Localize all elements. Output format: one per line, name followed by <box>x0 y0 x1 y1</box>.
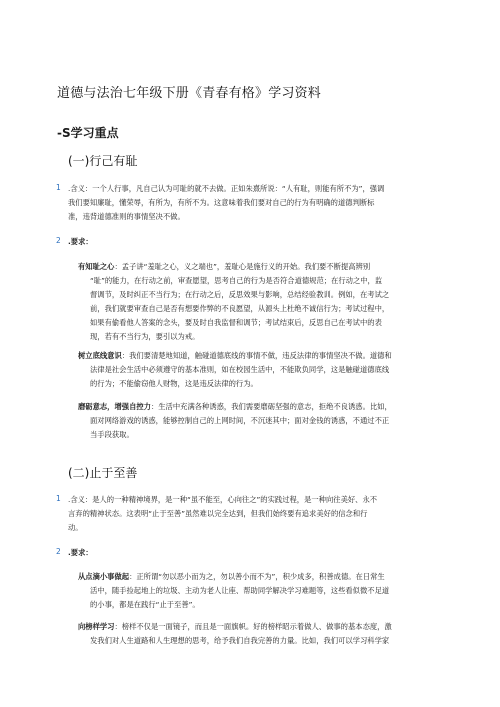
text-line: 当手段获取。 <box>90 430 134 439</box>
section-heading: -S学习重点 <box>57 126 119 140</box>
text-line: 现，若有不当行为，要引以为戒。 <box>90 332 200 341</box>
text-line: “耻”的能力，在行动之前，审查愿望，思考自己的行为是否符合道德规范；在行动之中，监 <box>90 276 383 285</box>
part2-item2-number: 2 <box>56 547 61 556</box>
text-line: 法律是社会生活中必须遵守的基本准则，如在校园生活中，不能欺负同学，这是触碰道德底线 <box>90 365 390 374</box>
text-line: ：榜样不仅是一面镜子，而且是一面旗帜。好的榜样昭示着做人、做事的基本态度，激 <box>114 622 392 631</box>
part2-req2 <box>78 620 458 648</box>
part2-req1 <box>78 570 458 612</box>
text-line: 动。 <box>68 523 83 532</box>
text-line: 准，违背道德准则的事情坚决不做。 <box>68 212 185 221</box>
text-line: 的行为；不能偷窃他人财物，这是违反法律的行为。 <box>90 379 258 388</box>
text-line: 言弃的精神状态。这表明“止于至善”虽然难以完全达到，但我们始终要有追求美好的信念和行 <box>68 509 368 518</box>
part2-item1-text <box>68 493 448 535</box>
text-line: ：孟子讲“羞耻之心，义之端也”，羞耻心是施行义的开始。我们要不断提高辨别 <box>114 262 371 271</box>
text-line: 发我们对人生道路和人生理想的思考，给予我们自我完善的力量。比如，我们可以学习科学家 <box>90 636 390 645</box>
text-line: 如果有偷看他人答案的念头，要及时自我监督和调节；考试结束后，反思自己在考试中的表 <box>90 318 382 327</box>
text-line: 我们要知廉耻，懂荣辱，有所为，有所不为。这意味着我们要对自己的行为有明确的道德判断标 <box>68 198 375 207</box>
text-line: .含义：一个人行事，凡自己认为可耻的就不去做。正如朱熹所说：“人有耻，则能有所不为”，强调 <box>68 184 385 193</box>
text-line: 的小事，都是在践行“止于至善”。 <box>90 600 200 609</box>
part1-item1-number: 1 <box>56 183 61 192</box>
text-line: 活中，随手捡起地上的垃圾、主动为老人让座、帮助同学解决学习难题等，这些看似微不足道 <box>90 586 390 595</box>
text-line: 督调节，及时纠正不当行为；在行动之后，反思效果与影响，总结经验教训。例如，在考试之 <box>90 290 390 299</box>
req-label: 向榜样学习 <box>78 622 115 631</box>
text-line: ：生活中充满各种诱惑，我们需要磨砺坚强的意志，拒绝不良诱惑。比如， <box>150 402 392 411</box>
text-line: .含义：是人的一种精神境界，是一种“虽不能至，心向往之”的实践过程，是一种向往美好、永不 <box>68 495 378 504</box>
part2-item1-number: 1 <box>56 494 61 503</box>
req-label: 树立底线意识 <box>78 351 122 360</box>
part2-item2-label: .要求： <box>68 548 93 557</box>
part1-req3 <box>78 400 458 442</box>
part2-heading: (二)止于至善 <box>68 466 138 480</box>
text-line: ：正所谓“勿以恶小而为之，勿以善小而不为”，积少成多，积善成德。在日常生 <box>129 572 385 581</box>
document-title: 道德与法治七年级下册《青春有格》学习资料 <box>57 86 322 101</box>
text-line: ：我们要清楚地知道，触碰道德底线的事情不做，违反法律的事情坚决不做。道德和 <box>121 351 392 360</box>
part1-heading: (一)行己有耻 <box>68 154 138 168</box>
part1-item1-text <box>68 182 448 224</box>
part1-req2 <box>78 349 458 391</box>
req-label: 磨砺意志，增强自控力 <box>78 402 151 411</box>
part1-item2-label: .要求： <box>68 237 93 246</box>
text-line: 前，我们就要审查自己是否有想要作弊的不良愿望，从源头上杜绝不诚信行为；考试过程中， <box>90 304 390 313</box>
req-label: 从点滴小事做起 <box>78 572 130 581</box>
req-label: 有知耻之心 <box>78 262 115 271</box>
text-line: 面对网络游戏的诱惑，能够控制自己的上网时间，不沉迷其中；面对金钱的诱惑，不通过不正 <box>90 416 390 425</box>
part1-item2-number: 2 <box>56 236 61 245</box>
part1-req1 <box>78 260 458 344</box>
